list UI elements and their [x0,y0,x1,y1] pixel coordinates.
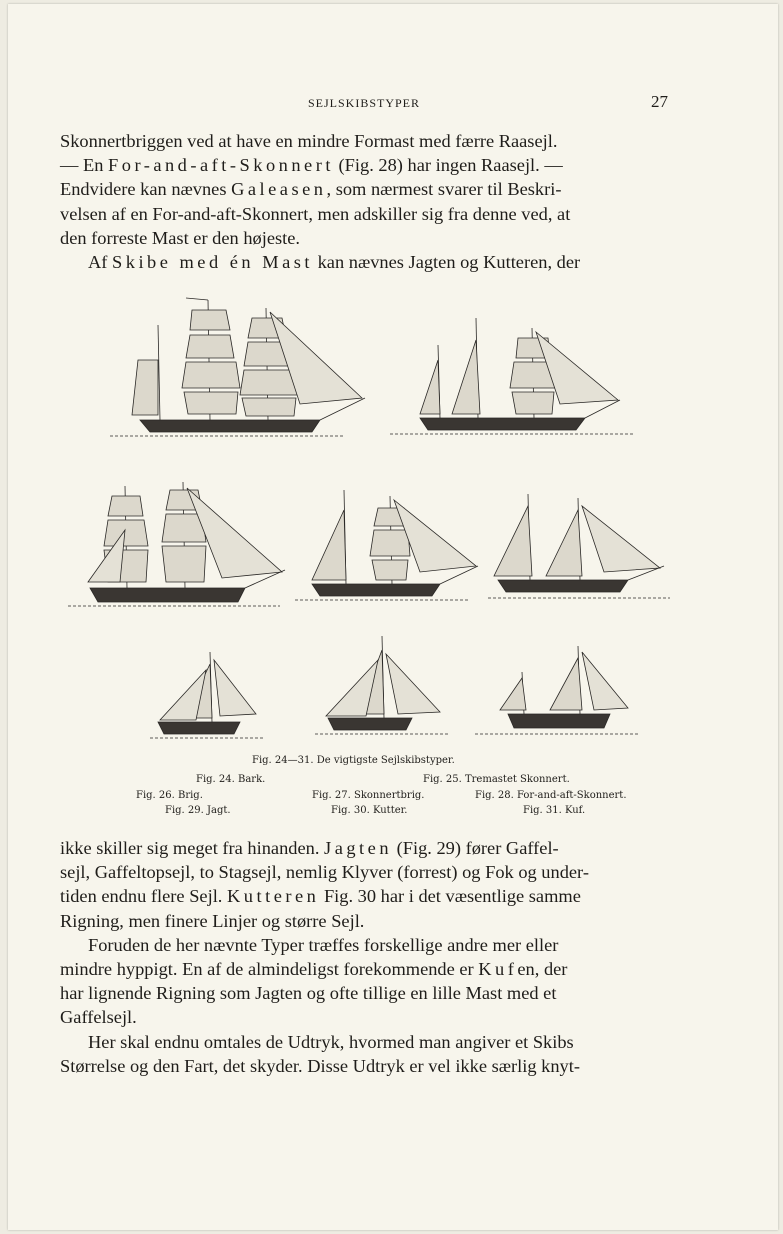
text-line: Af Skibe med én Mast kan nævnes Jagten og Kutteren, der [88,252,581,273]
ship-fore-and-aft-schooner [488,494,670,598]
text-line: ikke skiller sig meget fra hinanden. Jagten (Fig. 29) fører Gaffel- [60,838,559,858]
text-line: tiden endnu flere Sejl. Kutteren Fig. 30 har i det væsentlige samme [60,886,581,907]
text-line: sejl, Gaffeltopsejl, to Stagsejl, nemlig Klyver (forrest) og Fok og under- [60,862,589,883]
text-line: den forreste Mast er den højeste. [60,227,301,248]
running-head: SEJLSKIBSTYPER [307,96,421,110]
caption-fig-30: Fig. 30. Kutter. [331,805,408,816]
caption-fig-24: Fig. 24. Bark. [196,774,266,785]
ship-three-masted-schooner [390,318,635,434]
caption-fig-27: Fig. 27. Skonnertbrig. [312,790,425,801]
text-line: har lignende Rigning som Jagten og ofte tillige en lille Mast med et [60,983,557,1004]
text-line: — En For-and-aft-Skonnert (Fig. 28) har ingen Raasejl. — [60,155,563,176]
ship-schooner-brig [295,490,478,600]
ship-brig [68,482,285,606]
caption-fig-25: Fig. 25. Tremastet Skonnert. [423,774,570,785]
text-line: Her skal endnu omtales de Udtryk, hvormed man angiver et Skibs [88,1031,574,1052]
page-number: 27 [651,92,668,111]
text-line: Skonnertbriggen ved at have en mindre Formast med færre Raasejl. [60,131,558,151]
caption-fig-31: Fig. 31. Kuf. [523,805,586,816]
text-line: Gaffelsejl. [60,1007,137,1028]
caption-fig-29: Fig. 29. Jagt. [165,805,231,816]
text-line: mindre hyppigt. En af de almindeligst forekommende er Kufen, der [60,959,568,980]
text-line: Foruden de her nævnte Typer træffes forskellige andre mer eller [88,934,559,955]
ship-kuf [475,646,640,734]
text-line: Endvidere kan nævnes Galeasen, som nærmest svarer til Beskri- [60,179,562,200]
caption-fig-28: Fig. 28. For-and-aft-Skonnert. [475,790,627,801]
figure-title: Fig. 24—31. De vigtigste Sejlskibstyper. [252,755,455,766]
ship-bark [110,298,365,436]
text-line: velsen af en For-and-aft-Skonnert, men adskiller sig fra denne ved, at [60,203,571,224]
text-line: Størrelse og den Fart, det skyder. Disse Udtryk er vel ikke særlig knyt- [60,1055,580,1076]
ship-kutter [315,636,450,734]
ship-jagt [150,652,265,738]
body-text-bottom [60,836,677,1078]
caption-fig-26: Fig. 26. Brig. [136,790,203,801]
text-line: Rigning, men finere Linjer og større Sejl. [60,910,365,931]
